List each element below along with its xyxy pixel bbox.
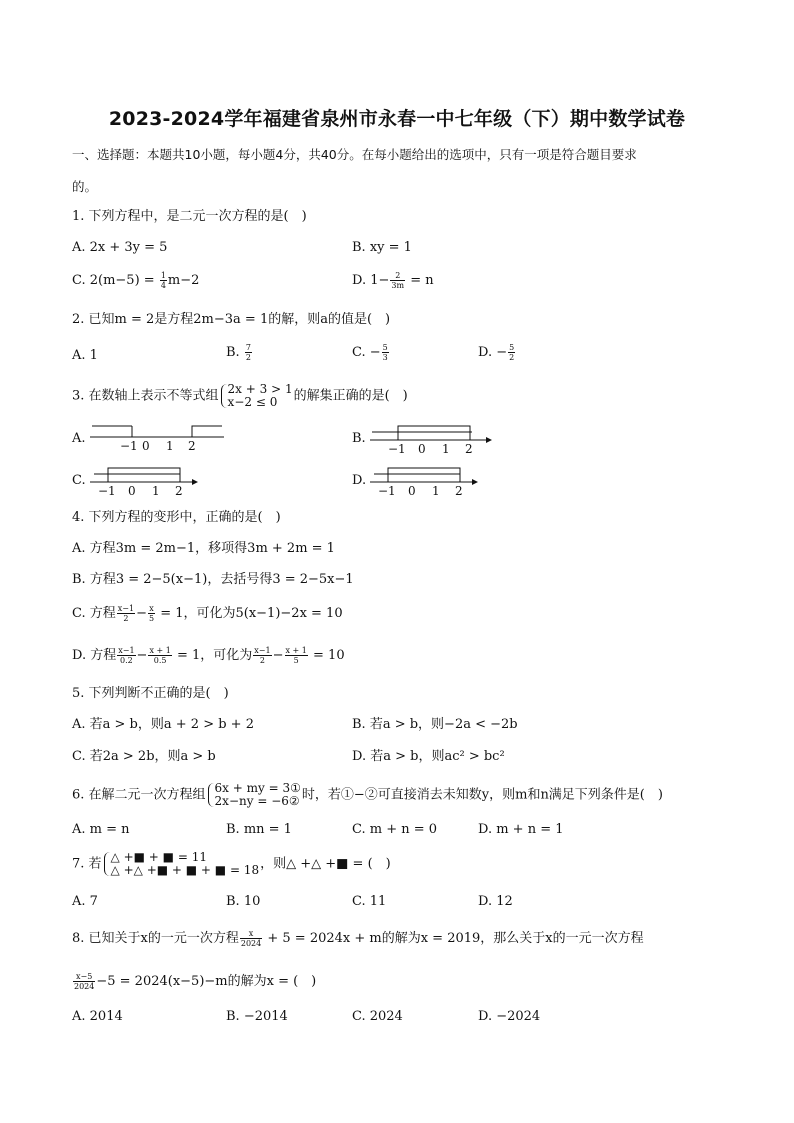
q2-option-a: A. 1 [72,348,98,363]
q4-c-fraction-1 [117,604,135,623]
q4-d-text: D. 方程 [72,648,117,663]
q7-option-c: C. 11 [352,894,387,909]
system-line-2: x−2 ≤ 0 [227,395,278,409]
fraction-numerator: 7 [245,343,251,352]
tick-label: 0 [142,439,150,453]
tick-label: 1 [432,484,440,498]
q2-d-fraction [508,343,515,362]
fraction-denominator: 5 [148,614,155,623]
q1-d-text: D. 1− [352,273,390,288]
q8-stem-line2 [72,972,316,991]
q1-stem: 1. 下列方程中，是二元一次方程的是( ) [72,209,307,224]
q8-option-a: A. 2014 [72,1009,123,1024]
q4-d-fraction-2 [148,646,171,665]
section-heading-line2: 的。 [72,179,98,194]
fraction-numerator: 2 [390,271,405,281]
fraction-numerator: x−1 [117,604,135,613]
fraction-numerator: 1 [160,271,166,280]
q3-option-a-label: A. [72,431,86,446]
system-line-2: 2x−ny = −6② [214,794,300,808]
q1-c-text-end: m−2 [167,273,200,288]
q7-option-d: D. 12 [478,894,513,909]
tick-label: 2 [465,442,473,456]
q3-stem-text-end: 的解集正确的是( ) [293,388,408,404]
fraction-denominator: 5 [293,656,299,665]
q4-d-minus-2: − [272,648,284,663]
fraction-numerator: x + 1 [285,646,307,655]
q7-stem [72,851,391,877]
fraction-numerator: x−5 [73,972,95,982]
tick-labels [388,442,473,456]
q6-stem-text-end: 时，若①−②可直接消去未知数y，则m和n满足下列条件是( ) [301,787,663,803]
fraction-denominator: 0.5 [153,656,167,665]
q8-fraction [240,929,262,948]
fraction-denominator: 2024 [240,939,262,948]
q2-b-text: B. [226,345,244,360]
section-heading-line1: 一、选择题：本题共10小题，每小题4分，共40分。在每小题给出的选项中，只有一项是符合题目要求 [72,147,637,162]
fraction-denominator: 2 [509,353,515,362]
q6-option-c: C. m + n = 0 [352,822,438,837]
q2-c-text: C. − [352,345,381,360]
q1-d-text-end: = n [406,273,434,288]
tick-label: 0 [418,442,426,456]
q2-d-text: D. − [478,345,508,360]
q6-option-a: A. m = n [72,822,130,837]
tick-label: −1 [388,442,406,456]
tick-label: 2 [455,484,463,498]
fraction-numerator: 5 [509,343,515,352]
q3-option-c-label: C. [72,473,86,488]
q4-c-minus: − [136,606,147,621]
q8-option-d: D. −2024 [478,1009,541,1024]
q8-line2-fraction [73,972,95,991]
q4-d-text-mid: = 1，可化为 [172,648,253,663]
q4-option-d [72,646,345,665]
tick-label: 2 [188,439,196,453]
page-title: 2023-2024学年福建省泉州市永春一中七年级（下）期中数学试卷 [108,108,686,130]
q5-option-d: D. 若a > b，则ac² > bc² [352,749,505,764]
fraction-numerator: x−1 [118,646,135,655]
tick-label: −1 [98,484,116,498]
q3-option-d-number-line [368,462,480,496]
tick-label: 2 [175,484,183,498]
q3-option-a-number-line [88,420,228,454]
q1-option-a: A. 2x + 3y = 5 [72,240,168,255]
q8-option-c: C. 2024 [352,1009,403,1024]
q4-c-text-end: = 1，可化为5(x−1)−2x = 10 [156,606,343,621]
q7-option-b: B. 10 [226,894,261,909]
q3-option-c-number-line [88,462,200,496]
fraction-numerator: x [240,929,262,939]
q6-option-d: D. m + n = 1 [478,822,564,837]
q1-option-c [72,271,199,290]
tick-label: −1 [378,484,396,498]
system-line-1: 2x + 3 > 1 [227,382,293,396]
q4-d-fraction-1 [117,646,135,665]
fraction-numerator: x + 1 [149,646,171,655]
q6-stem [72,782,663,808]
q4-d-minus: − [136,648,148,663]
fraction-denominator: 3m [391,281,405,290]
q7-option-a: A. 7 [72,894,98,909]
q4-c-text: C. 方程 [72,606,116,621]
fraction-numerator: x−1 [254,646,271,655]
q1-c-fraction [160,271,167,290]
fraction-denominator: 2 [123,614,129,623]
tick-labels [98,484,183,498]
q3-inequality-system [220,383,293,409]
q3-option-b-label: B. [352,431,366,446]
q8-line2-text: −5 = 2024(x−5)−m的解为x = ( ) [96,974,317,989]
q4-option-c [72,604,343,623]
q5-option-a: A. 若a > b，则a + 2 > b + 2 [72,717,254,732]
q2-option-d [478,343,516,362]
system-line-2: △ +△ +■ + ■ + ■ = 18 [110,863,260,877]
q7-stem-text-end: ，则△ +△ +■ = ( ) [260,856,391,872]
q4-c-fraction-2 [148,604,155,623]
q4-option-a: A. 方程3m = 2m−1，移项得3m + 2m = 1 [72,541,335,556]
tick-label: 0 [128,484,136,498]
q7-stem-text: 7. 若 [72,856,102,872]
q8-stem-text: 8. 已知关于x的一元一次方程 [72,931,239,946]
q6-stem-text: 6. 在解二元一次方程组 [72,787,206,803]
fraction-denominator: 2024 [74,982,95,991]
fraction-denominator: 2 [245,353,251,362]
q5-option-b: B. 若a > b，则−2a < −2b [352,717,518,732]
fraction-denominator: 4 [160,281,166,290]
tick-labels [378,484,463,498]
q8-stem-line1 [72,929,644,948]
fraction-numerator: 5 [382,343,388,352]
q4-d-fraction-4 [285,646,308,665]
tick-label: 1 [166,439,174,453]
q7-symbol-system [103,851,260,877]
q5-option-c: C. 若2a > 2b，则a > b [72,749,216,764]
tick-label: 0 [408,484,416,498]
q6-option-b: B. mn = 1 [226,822,292,837]
q8-stem-text-end: + 5 = 2024x + m的解为x = 2019，那么关于x的一元一次方程 [263,931,644,946]
q1-option-b: B. xy = 1 [352,240,412,255]
fraction-numerator: x [149,604,154,613]
q4-d-fraction-3 [253,646,271,665]
tick-label: −1 [120,439,138,453]
q3-stem [72,383,408,409]
fraction-denominator: 3 [382,353,388,362]
q8-option-b: B. −2014 [226,1009,288,1024]
fraction-denominator: 0.2 [120,656,133,665]
q2-b-fraction [245,343,252,362]
q4-stem: 4. 下列方程的变形中，正确的是( ) [72,510,281,525]
q2-option-c [352,343,390,362]
tick-labels [120,439,196,453]
q3-option-d-label: D. [352,473,367,488]
q3-stem-text: 3. 在数轴上表示不等式组 [72,388,219,404]
system-line-1: △ +■ + ■ = 11 [110,850,207,864]
tick-label: 1 [442,442,450,456]
system-line-1: 6x + my = 3① [214,781,301,795]
tick-label: 1 [152,484,160,498]
q1-d-fraction [390,271,405,290]
q4-option-b: B. 方程3 = 2−5(x−1)，去括号得3 = 2−5x−1 [72,572,354,587]
q3-option-b-number-line [368,420,492,454]
q2-stem: 2. 已知m = 2是方程2m−3a = 1的解，则a的值是( ) [72,312,391,327]
q2-option-b [226,343,253,362]
q2-c-fraction [382,343,389,362]
fraction-denominator: 2 [259,656,265,665]
q1-option-d [352,271,434,290]
q4-d-text-end: = 10 [308,648,345,663]
q6-equation-system [207,782,301,808]
q5-stem: 5. 下列判断不正确的是( ) [72,686,229,701]
q1-c-text: C. 2(m−5) = [72,273,159,288]
